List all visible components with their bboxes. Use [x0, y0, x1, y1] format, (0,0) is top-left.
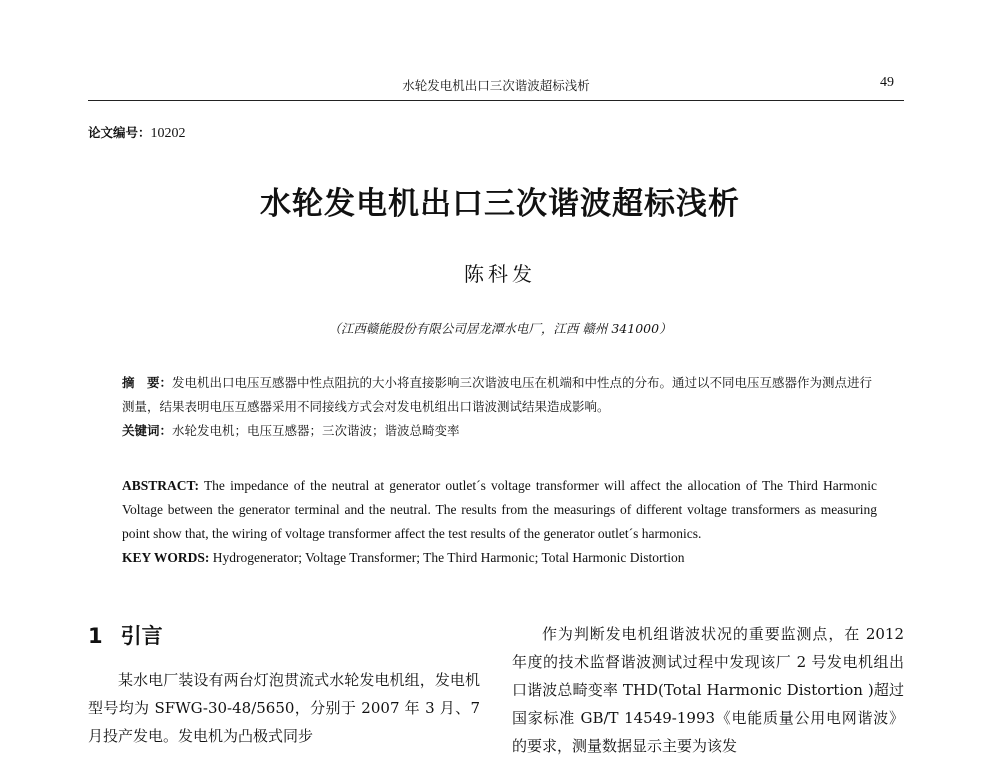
- english-keywords-label: KEY WORDS:: [122, 550, 210, 565]
- affiliation: （江西赣能股份有限公司居龙潭水电厂，江西 赣州 341000）: [328, 321, 672, 336]
- chinese-abstract-text: 发电机出口电压互感器中性点阻抗的大小将直接影响三次谐波电压在机端和中性点的分布。通过以不同电压互感器作为测点进行测量，结果表明电压互感器采用不同接线方式会对发电机组出口谐波测试结果造成影响。: [122, 375, 873, 414]
- section-title: 引言: [120, 624, 163, 648]
- author: 陈科发: [464, 262, 536, 286]
- chinese-abstract: [122, 371, 882, 419]
- article-id-value: 10202: [150, 126, 186, 141]
- english-keywords-text: Hydrogenerator; Voltage Transformer; The Third Harmonic; Total Harmonic Distortion: [212, 550, 685, 565]
- right-column: [512, 620, 904, 760]
- section-number: 1: [88, 624, 103, 648]
- article-id: [88, 123, 186, 142]
- chinese-keywords: [122, 419, 882, 443]
- english-keywords: [122, 546, 877, 570]
- running-title: 水轮发电机出口三次谐波超标浅析: [402, 78, 590, 93]
- chinese-keywords-label: 关键词：: [122, 423, 173, 438]
- paper-title: 水轮发电机出口三次谐波超标浅析: [260, 186, 740, 222]
- running-header: [88, 70, 904, 101]
- english-abstract: [122, 474, 877, 546]
- chinese-abstract-block: [122, 371, 882, 443]
- section-heading: [88, 620, 480, 650]
- left-column: [88, 620, 480, 750]
- chinese-abstract-label: 摘 要：: [122, 375, 173, 390]
- body-paragraph-left: 某水电厂装设有两台灯泡贯流式水轮发电机组，发电机型号均为 SFWG-30-48/5650，分别于 2007 年 3 月、7 月投产发电。发电机为凸极式同步: [88, 671, 480, 745]
- chinese-keywords-text: 水轮发电机；电压互感器；三次谐波；谐波总畸变率: [172, 423, 460, 438]
- page-number: 49: [880, 75, 894, 90]
- english-abstract-label: ABSTRACT:: [122, 478, 200, 493]
- article-id-label: 论文编号：: [88, 125, 151, 140]
- english-abstract-block: [122, 474, 877, 570]
- english-abstract-text: The impedance of the neutral at generator outlet´s voltage transformer will affect the allocation of The Third Harmonic Voltage between the generator terminal and the neutral. The results from the measurings of different voltage transformers as measuring point show that, the wiring of voltage transformer affect the test results of the generator outlet´s harmonics.: [122, 478, 877, 541]
- body-paragraph-right: 作为判断发电机组谐波状况的重要监测点，在 2012 年度的技术监督谐波测试过程中发现该厂 2 号发电机组出口谐波总畸变率 THD(Total Harmonic Distortion )超过国家标准 GB/T 14549-1993《电能质量公用电网谐波》的要求，测量数据显示主要为该发: [512, 625, 904, 755]
